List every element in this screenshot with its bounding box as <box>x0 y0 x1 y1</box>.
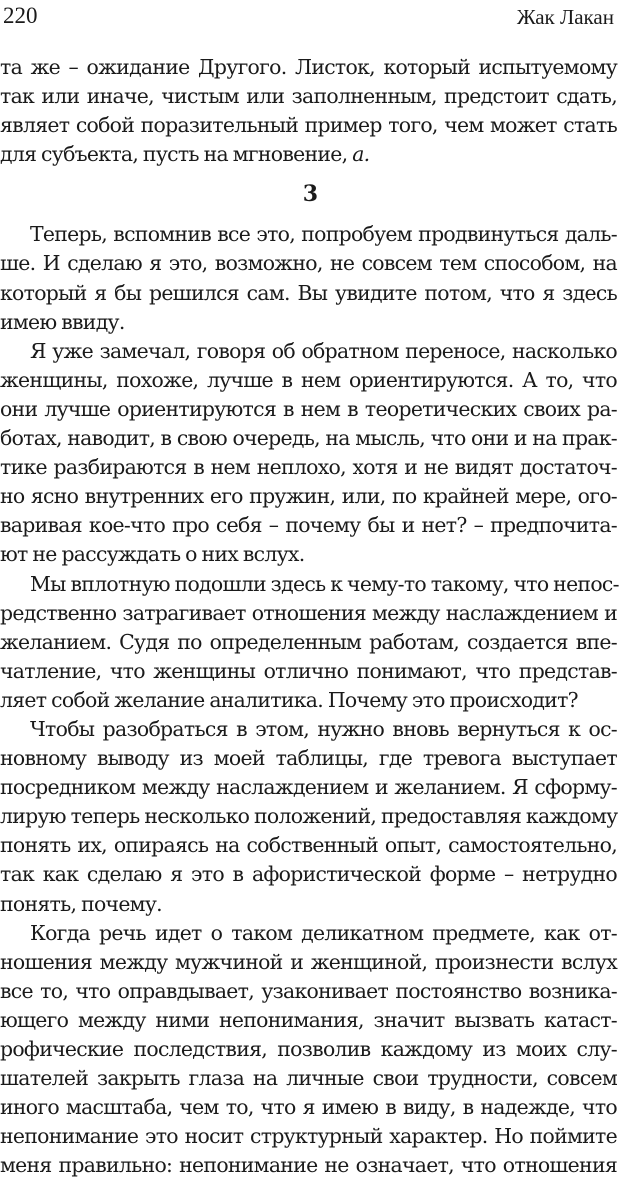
text-line: ляет собой желание аналитика. Почему это происходит? <box>0 687 578 712</box>
text-line: женщины, похоже, лучше в нем ориентируются. А то, что <box>0 367 617 392</box>
text-line <box>0 140 620 169</box>
text-line: лирую теперь несколько положений, предоставляя каждому <box>0 804 618 829</box>
text-line-segment: для субъекта, пусть на мгновение, <box>0 142 353 167</box>
paragraph <box>0 220 620 336</box>
text-line: они лучше ориентируются в нем в теоретических своих ра- <box>0 396 617 421</box>
text-line: ют не рассуждать о них вслух. <box>0 542 305 567</box>
text-line: рофические последствия, позволив каждому из моих слу- <box>0 1037 617 1061</box>
text-line: желанием. Судя по определенным работам, создается впе- <box>0 629 617 654</box>
text-line: так как сделаю я это в афористической форме – нетрудно <box>0 862 617 887</box>
text-line: Я уже замечал, говоря об обратном переносе, насколько <box>30 338 617 363</box>
text-line: ше. И сделаю я это, возможно, не совсем тем способом, на <box>0 251 617 276</box>
text-line: та же – ожидание Другого. Листок, который испытуемому <box>0 55 617 79</box>
section-break <box>0 169 620 220</box>
text-line: но ясно внутренних его пружин, или, по крайней мере, ого- <box>0 484 617 509</box>
text-line: имею ввиду. <box>0 309 125 334</box>
paragraph <box>0 337 620 570</box>
text-line: Когда речь идет о таком деликатном предмете, как от- <box>30 920 617 945</box>
text-line: который я бы решился сам. Вы увидите потом, что я здесь <box>0 280 617 305</box>
text-line: понять, почему. <box>0 891 162 916</box>
text-line: так или иначе, чистым или заполненным, предстоит сдать, <box>0 84 617 109</box>
text-line: Теперь, вспомнив все это, попробуем продвинуться даль- <box>30 222 617 247</box>
text-line: ботах, наводит, в свою очередь, на мысль, что они и на прак- <box>0 426 617 451</box>
text-line: меня правильно: непонимание не означает, что отношения <box>0 1153 617 1178</box>
text-line: понять их, опираясь на собственный опыт, самостоятельно, <box>0 833 617 858</box>
text-line: варивая кое-что про себя – почему бы и нет? – предпочита- <box>0 513 617 538</box>
text-line: Чтобы разобраться в этом, нужно вновь вернуться к ос- <box>30 716 617 741</box>
text-line: посредником между наслаждением и желанием. Я сформу- <box>0 775 617 800</box>
text-line: являет собой поразительный пример того, чем может стать <box>0 113 617 138</box>
text-line: иного масштаба, чем то, что я имею в виду, в надежде, что <box>0 1095 617 1120</box>
paragraph <box>0 715 620 919</box>
text-line: все то, что оправдывает, узаконивает постоянство возника- <box>0 978 617 1003</box>
text-line: новному выводу из моей таблицы, где тревога выступает <box>0 746 617 771</box>
running-head-author: Жак Лакан <box>516 5 614 29</box>
text-line: чатление, что женщины отлично понимают, что представ- <box>0 658 617 683</box>
page-header <box>0 0 620 40</box>
text-line: ношения между мужчиной и женщиной, произнести вслух <box>0 949 617 974</box>
text-line: ющего между ними непонимания, значит вызвать катаст- <box>0 1007 617 1032</box>
text-line: тике разбираются в нем неплохо, хотя и не видят достаточ- <box>0 455 617 480</box>
text-line: непонимание это носит структурный характер. Но поймите <box>0 1124 617 1149</box>
paragraph-continued <box>0 53 620 169</box>
paragraph <box>0 570 620 715</box>
italic-symbol-a: а. <box>352 142 370 167</box>
text-line: редственно затрагивает отношения между наслаждением и <box>0 600 617 625</box>
text-line: шателей закрыть глаза на личные свои трудности, совсем <box>0 1066 617 1091</box>
page-number: 220 <box>3 3 38 28</box>
paragraph <box>0 919 620 1180</box>
book-page-body <box>0 53 620 1180</box>
section-number: 3 <box>302 181 318 208</box>
text-line: Мы вплотную подошли здесь к чему-то такому, что непос- <box>30 571 619 596</box>
